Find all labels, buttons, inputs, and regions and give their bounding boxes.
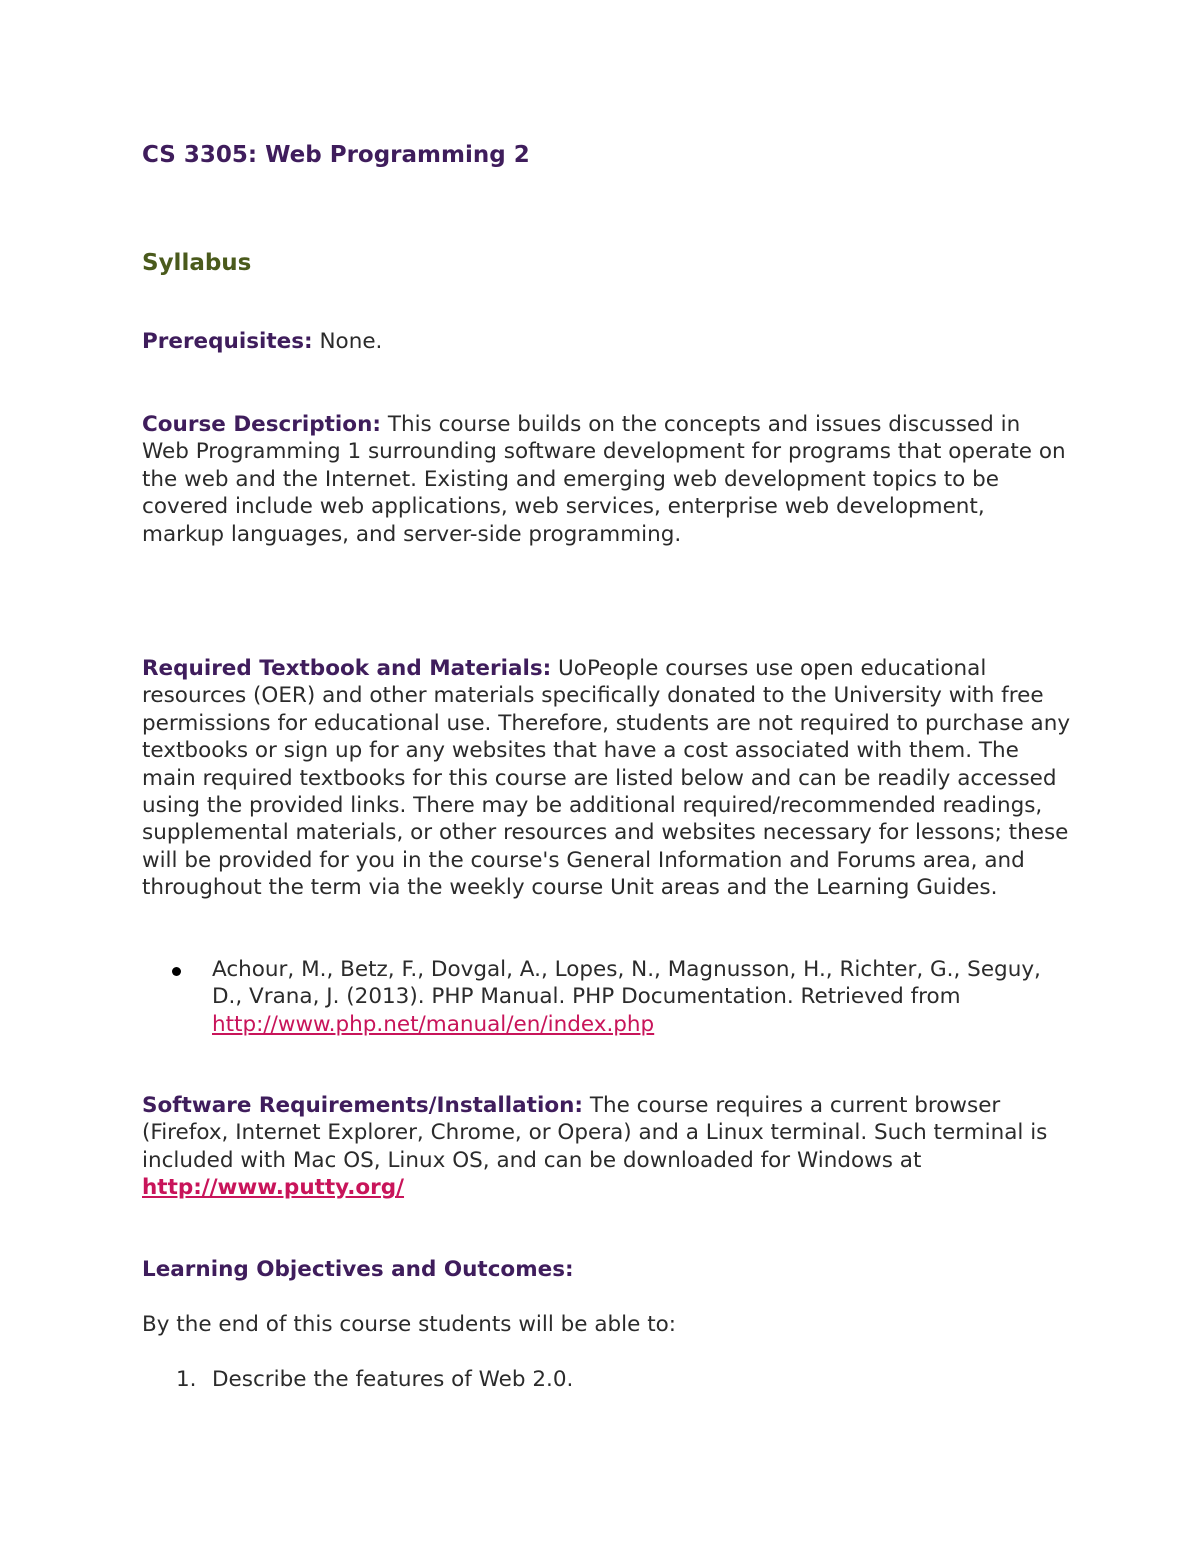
- prerequisites-text: None.: [312, 329, 383, 354]
- software-requirements-label: Software Requirements/Installation:: [142, 1093, 583, 1118]
- prerequisites-label: Prerequisites:: [142, 329, 313, 354]
- software-requirements-paragraph: [142, 1092, 1072, 1202]
- reference-text: Achour, M., Betz, F., Dovgal, A., Lopes, N., Magnusson, H., Richter, G., Seguy, D., Vrana, J. (2013). PHP Manual. PHP Documentation. Retrieved from: [212, 957, 1041, 1010]
- software-requirements-text: The course requires a current browser (Firefox, Internet Explorer, Chrome, or Opera) and a Linux terminal. Such terminal is included with Mac OS, Linux OS, and can be downloaded for Windows at: [142, 1093, 1048, 1173]
- course-description-label: Course Description:: [142, 412, 381, 437]
- textbook-paragraph: [142, 655, 1072, 902]
- syllabus-heading: Syllabus: [142, 250, 252, 276]
- course-title: CS 3305: Web Programming 2: [142, 142, 530, 168]
- learning-objectives-intro: By the end of this course students will be able to:: [142, 1312, 677, 1337]
- bullet-icon: [172, 967, 181, 976]
- learning-objectives-heading: Learning Objectives and Outcomes:: [142, 1257, 574, 1282]
- list-number: 1.: [176, 1367, 197, 1392]
- putty-link[interactable]: http://www.putty.org/: [142, 1175, 405, 1201]
- prerequisites-paragraph: [142, 328, 1072, 355]
- course-description-text: This course builds on the concepts and issues discussed in Web Programming 1 surrounding software development for programs that operate on the web and the Internet. Existing and emerging web development topics to be covered include web applications, web services, enterprise web development, markup languages, and server-side programming.: [142, 412, 1066, 547]
- reference-list-item: [212, 956, 1072, 1038]
- textbook-label: Required Textbook and Materials:: [142, 656, 552, 681]
- objective-list-item: [176, 1366, 1072, 1393]
- course-description-paragraph: [142, 411, 1072, 548]
- objective-text: Describe the features of Web 2.0.: [212, 1367, 574, 1392]
- php-manual-link[interactable]: http://www.php.net/manual/en/index.php: [212, 1011, 655, 1037]
- textbook-text: UoPeople courses use open educational resources (OER) and other materials specifically donated to the University with free permissions for educational use. Therefore, students are not required to purchase any textbooks or sign up for any websites that have a cost associated with them. The main required textbooks for this course are listed below and can be readily accessed using the provided links. There may be additional required/recommended readings, supplemental materials, or other resources and websites necessary for lessons; these will be provided for you in the course's General Information and Forums area, and throughout the term via the weekly course Unit areas and the Learning Guides.: [142, 656, 1071, 901]
